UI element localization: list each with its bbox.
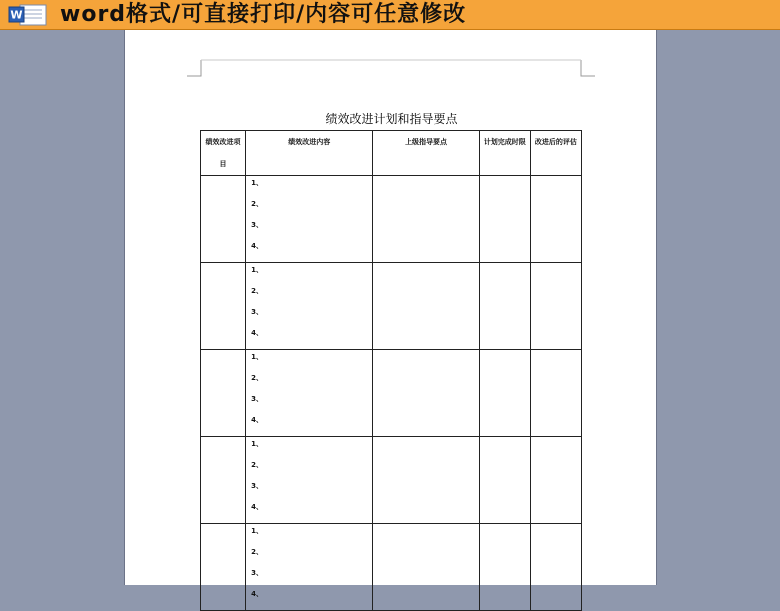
table-row xyxy=(201,176,582,263)
list-item: 4、 xyxy=(251,416,263,424)
list-item: 4、 xyxy=(251,590,263,598)
cell-guidance[interactable] xyxy=(373,263,479,350)
margin-top-line xyxy=(201,58,581,62)
table-row xyxy=(201,437,582,524)
list-item: 4、 xyxy=(251,329,263,337)
table-row xyxy=(201,350,582,437)
list-item: 1、 xyxy=(251,440,263,448)
cell-item[interactable] xyxy=(201,176,246,263)
cell-content[interactable] xyxy=(246,524,373,611)
list-item: 2、 xyxy=(251,287,263,295)
promo-banner xyxy=(0,0,780,30)
cell-evaluation[interactable] xyxy=(530,524,581,611)
cell-guidance[interactable] xyxy=(373,350,479,437)
cell-item[interactable] xyxy=(201,350,246,437)
cell-deadline[interactable] xyxy=(479,350,530,437)
list-item: 2、 xyxy=(251,200,263,208)
cell-item[interactable] xyxy=(201,524,246,611)
cell-evaluation[interactable] xyxy=(530,263,581,350)
word-document-icon xyxy=(6,3,50,27)
header-evaluation: 改进后的评估 xyxy=(530,131,581,176)
cell-evaluation[interactable] xyxy=(530,176,581,263)
cell-item[interactable] xyxy=(201,437,246,524)
header-item: 绩效改进项目 xyxy=(201,131,246,176)
cell-guidance[interactable] xyxy=(373,176,479,263)
banner-text: word格式/可直接打印/内容可任意修改 xyxy=(60,2,467,27)
list-item: 1、 xyxy=(251,527,263,535)
table-header-row xyxy=(201,131,582,176)
svg-text:W: W xyxy=(10,8,23,22)
cell-content[interactable] xyxy=(246,437,373,524)
improvement-plan-table xyxy=(200,130,582,611)
cell-guidance[interactable] xyxy=(373,524,479,611)
cell-content[interactable] xyxy=(246,350,373,437)
list-item: 1、 xyxy=(251,266,263,274)
table-row xyxy=(201,524,582,611)
list-item: 2、 xyxy=(251,548,263,556)
cell-content[interactable] xyxy=(246,176,373,263)
header-deadline: 计划完成时限 xyxy=(479,131,530,176)
cell-deadline[interactable] xyxy=(479,437,530,524)
cell-deadline[interactable] xyxy=(479,176,530,263)
list-item: 1、 xyxy=(251,179,263,187)
list-item: 3、 xyxy=(251,482,263,490)
document-page xyxy=(124,30,657,598)
list-item: 3、 xyxy=(251,395,263,403)
cell-guidance[interactable] xyxy=(373,437,479,524)
document-title: 绩效改进计划和指导要点 xyxy=(325,112,458,126)
list-item: 3、 xyxy=(251,569,263,577)
header-content: 绩效改进内容 xyxy=(246,131,373,176)
list-item: 2、 xyxy=(251,461,263,469)
margin-corner-right xyxy=(573,60,595,78)
table-row xyxy=(201,263,582,350)
cell-deadline[interactable] xyxy=(479,263,530,350)
list-item: 4、 xyxy=(251,242,263,250)
cell-item[interactable] xyxy=(201,263,246,350)
list-item: 2、 xyxy=(251,374,263,382)
margin-corner-left xyxy=(187,60,209,78)
list-item: 1、 xyxy=(251,353,263,361)
header-guidance: 上级指导要点 xyxy=(373,131,479,176)
cell-deadline[interactable] xyxy=(479,524,530,611)
cell-content[interactable] xyxy=(246,263,373,350)
list-item: 3、 xyxy=(251,221,263,229)
cell-evaluation[interactable] xyxy=(530,437,581,524)
list-item: 4、 xyxy=(251,503,263,511)
list-item: 3、 xyxy=(251,308,263,316)
cell-evaluation[interactable] xyxy=(530,350,581,437)
